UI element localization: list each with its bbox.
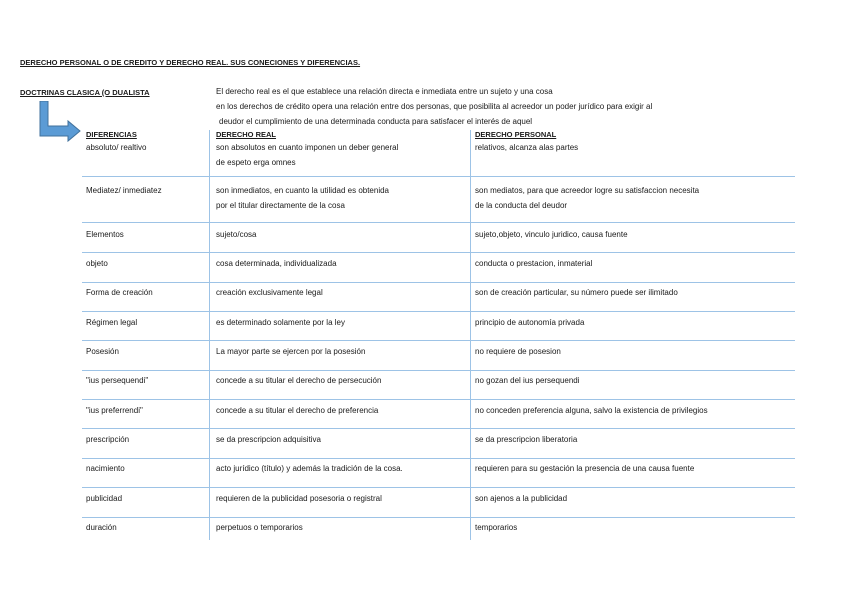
row-label: "ius preferrendi" xyxy=(86,406,143,415)
real-cell-line: cosa determinada, individualizada xyxy=(216,259,337,268)
real-cell-line: por el titular directamente de la cosa xyxy=(216,201,345,210)
personal-cell-line: se da prescripcion liberatoria xyxy=(475,435,578,444)
row-label: Régimen legal xyxy=(86,318,138,327)
row-divider xyxy=(82,517,795,518)
real-cell-line: sujeto/cosa xyxy=(216,230,257,239)
personal-cell-line: son de creación particular, su número puede ser ilimitado xyxy=(475,288,678,297)
row-label: Posesión xyxy=(86,347,119,356)
real-cell-line: son inmediatos, en cuanto la utilidad es obtenida xyxy=(216,186,390,195)
personal-cell-line: temporarios xyxy=(475,523,518,532)
row-divider xyxy=(82,252,795,253)
row-label: Elementos xyxy=(86,230,124,239)
derecho-personal-header: DERECHO PERSONAL xyxy=(475,130,557,139)
doctrine-label: DOCTRINAS CLASICA (O DUALISTA xyxy=(20,88,150,97)
real-cell-line: La mayor parte se ejercen por la posesión xyxy=(216,347,366,356)
row-divider xyxy=(82,282,795,283)
row-label: "ius persequendi" xyxy=(86,376,149,385)
real-cell-line: son absolutos en cuanto imponen un deber general xyxy=(216,143,399,152)
row-divider xyxy=(82,458,795,459)
real-cell-line: requieren de la publicidad posesoria o registral xyxy=(216,494,382,503)
intro-line: deudor el cumplimiento de una determinada conducta para satisfacer el interés de aquel xyxy=(219,117,533,126)
column-divider xyxy=(209,130,210,540)
row-label: nacimiento xyxy=(86,464,125,473)
real-cell-line: se da prescripcion adquisitiva xyxy=(216,435,321,444)
personal-cell-line: sujeto,objeto, vinculo juridico, causa fuente xyxy=(475,230,628,239)
row-divider xyxy=(82,370,795,371)
personal-cell-line: principio de autonomía privada xyxy=(475,318,585,327)
real-cell-line: concede a su titular el derecho de preferencia xyxy=(216,406,379,415)
personal-cell-line: conducta o prestacion, inmaterial xyxy=(475,259,593,268)
document-title: DERECHO PERSONAL O DE CREDITO Y DERECHO REAL. SUS CONECIONES Y DIFERENCIAS. xyxy=(20,58,361,67)
row-divider xyxy=(82,428,795,429)
row-divider xyxy=(82,222,795,223)
intro-line: El derecho real es el que establece una relación directa e inmediata entre un sujeto y una cosa xyxy=(216,87,553,96)
diferencias-header: DIFERENCIAS xyxy=(86,130,137,139)
personal-cell-line: son mediatos, para que acreedor logre su satisfaccion necesita xyxy=(475,186,700,195)
real-cell-line: acto jurídico (título) y además la tradición de la cosa. xyxy=(216,464,403,473)
real-cell-line: es determinado solamente por la ley xyxy=(216,318,345,327)
real-cell-line: concede a su titular el derecho de persecución xyxy=(216,376,382,385)
row-divider xyxy=(82,487,795,488)
real-cell-line: de espeto erga omnes xyxy=(216,158,296,167)
row-divider xyxy=(82,399,795,400)
personal-cell-line: no gozan del ius persequendi xyxy=(475,376,580,385)
column-divider xyxy=(470,130,471,540)
intro-line: en los derechos de crédito opera una relación entre dos personas, que posibilita al acreedor un poder jurídico para exigir al xyxy=(216,102,653,111)
row-divider xyxy=(82,176,795,177)
row-label: publicidad xyxy=(86,494,123,503)
bent-arrow-icon xyxy=(38,101,84,143)
row-divider xyxy=(82,311,795,312)
row-label: prescripción xyxy=(86,435,130,444)
row-label: duración xyxy=(86,523,117,532)
real-cell-line: creación exclusivamente legal xyxy=(216,288,323,297)
personal-cell-line: de la conducta del deudor xyxy=(475,201,568,210)
row-label: absoluto/ realtivo xyxy=(86,143,147,152)
row-label: Forma de creación xyxy=(86,288,153,297)
personal-cell-line: requieren para su gestación la presencia de una causa fuente xyxy=(475,464,695,473)
personal-cell-line: no requiere de posesion xyxy=(475,347,561,356)
row-label: objeto xyxy=(86,259,108,268)
row-divider xyxy=(82,340,795,341)
derecho-real-header: DERECHO REAL xyxy=(216,130,277,139)
row-label: Mediatez/ inmediatez xyxy=(86,186,162,195)
personal-cell-line: no conceden preferencia alguna, salvo la existencia de privilegios xyxy=(475,406,708,415)
personal-cell-line: relativos, alcanza alas partes xyxy=(475,143,579,152)
real-cell-line: perpetuos o temporarios xyxy=(216,523,303,532)
personal-cell-line: son ajenos a la publicidad xyxy=(475,494,568,503)
